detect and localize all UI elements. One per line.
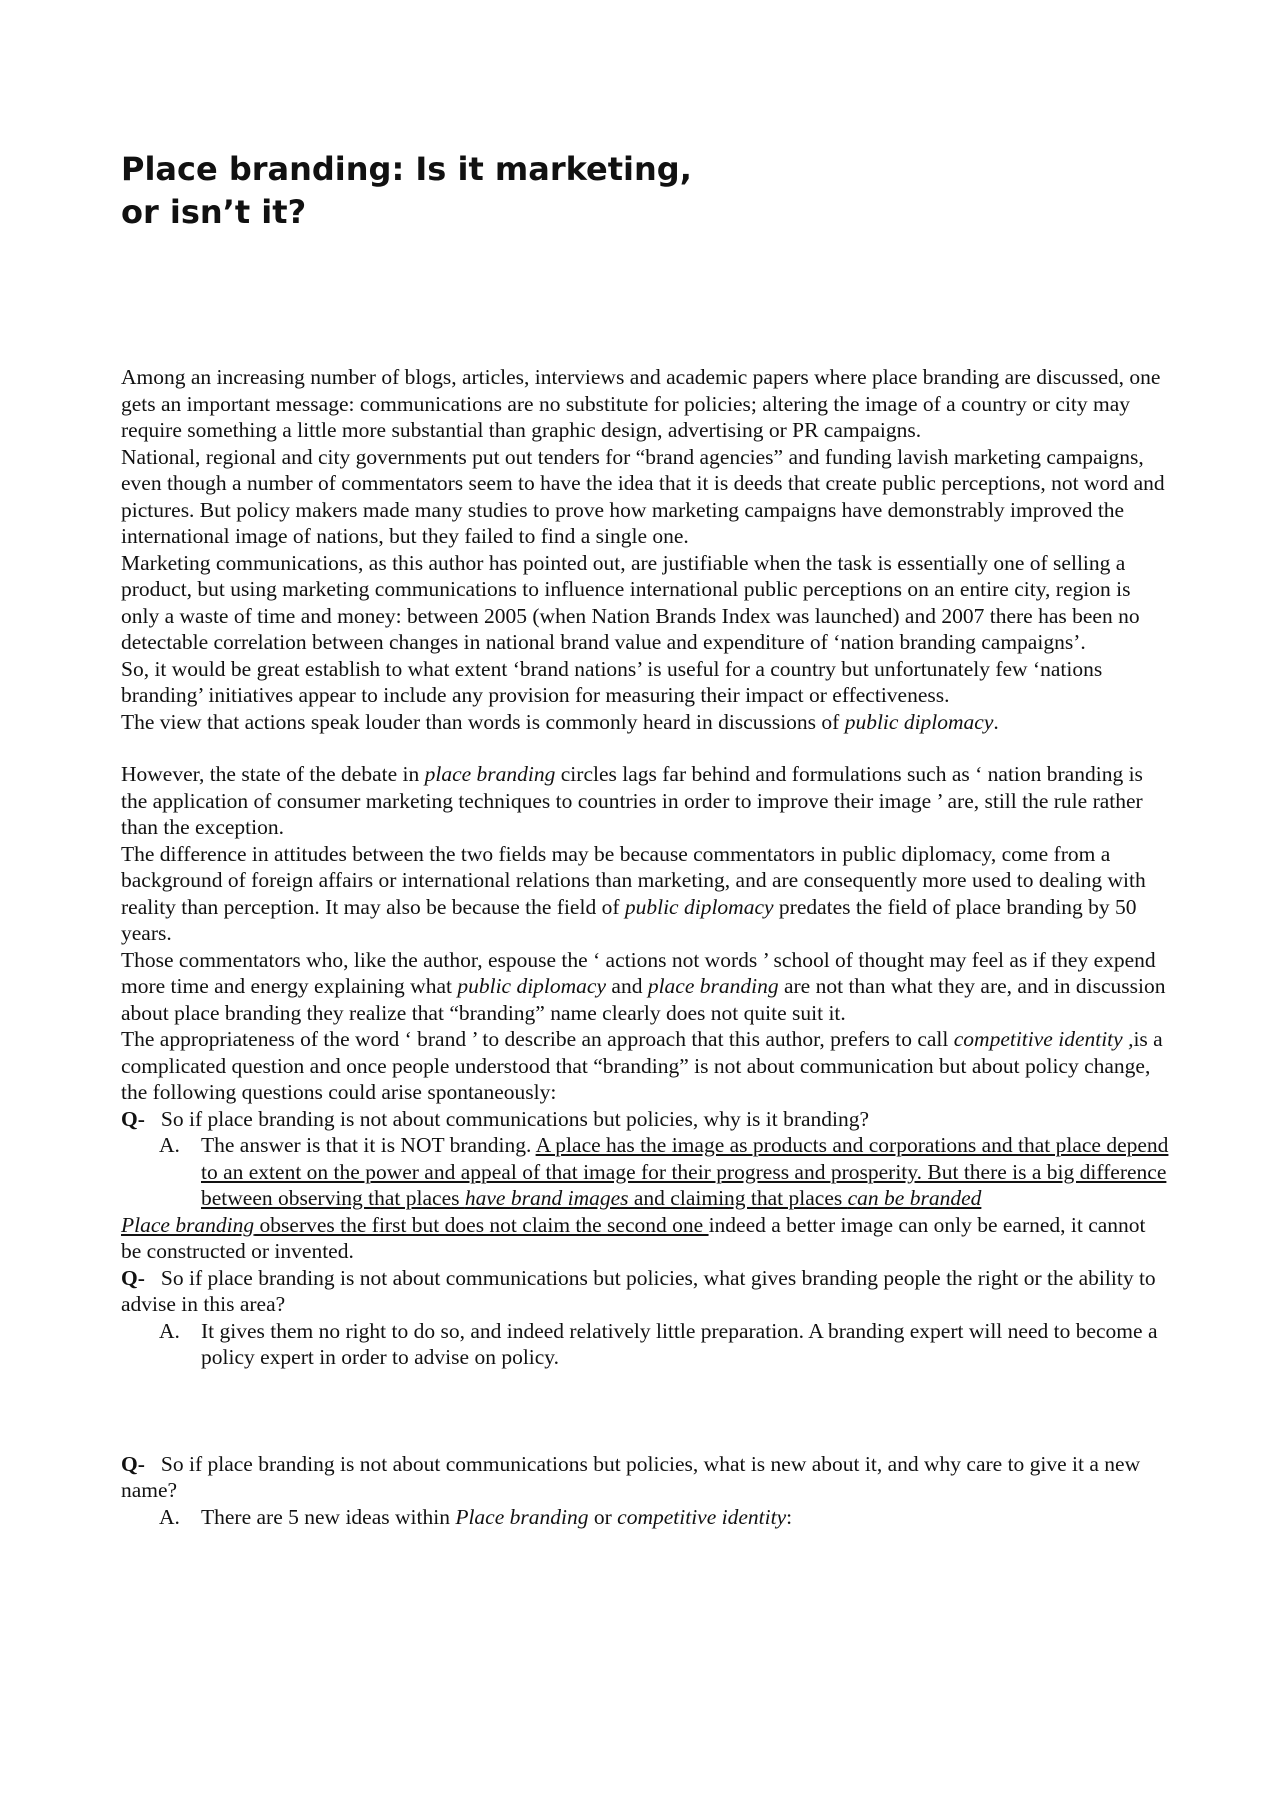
paragraph-1: Among an increasing number of blogs, articles, interviews and academic papers where place branding are discussed, one gets an important message: communications are no substitute for policies; altering the image of a country or city may require something a little more substantial than graphic design, advertising or PR campaigns.	[121, 365, 1161, 442]
text-run: or	[588, 1504, 618, 1529]
emphasis-public-diplomacy: public diplomacy	[457, 974, 607, 998]
question-1	[121, 1106, 1171, 1133]
emphasis-competitive-identity: competitive identity	[617, 1504, 787, 1529]
blank-lines	[121, 1371, 1171, 1451]
text-run: :	[786, 1504, 793, 1529]
title-line-1: Place branding: Is it marketing,	[121, 150, 692, 188]
text-run: are not than what they are, and in discussion about place branding they realize that “branding” name clearly does not quite suit it.	[121, 974, 1166, 1025]
emphasis-place-branding: place branding	[424, 762, 556, 786]
answer-text	[201, 1504, 1171, 1531]
text-run: ,	[1122, 1027, 1134, 1051]
question-2	[121, 1265, 1171, 1318]
emphasis-public-diplomacy: public diplomacy	[844, 709, 994, 734]
text-run: .	[993, 709, 999, 734]
paragraph-3: Marketing communications, as this author has pointed out, are justifiable when the task is essentially one of selling a product, but using marketing communications to influence international public perceptions on an entire city, region is only a waste of time and money: between 2005 (when Nation Brands Index was launched) and 2007 there has been no detectable correlation between changes in national brand value and expenditure of ‘nation branding campaigns’.	[121, 550, 1140, 654]
text-run: indeed a better image can only be earned, it cannot be constructed or invented.	[121, 1212, 1146, 1263]
question-3	[121, 1451, 1171, 1504]
emphasis-competitive-identity: competitive identity	[953, 1027, 1123, 1051]
answer-2	[121, 1318, 1171, 1371]
text-run: predates the field of place branding by 50 years.	[121, 894, 1137, 945]
text-run: However, the state of the debate in	[121, 762, 425, 786]
paragraph-7	[121, 841, 1171, 947]
answer-label: A.	[159, 1504, 180, 1529]
answer-text	[201, 1132, 1171, 1212]
answer-3	[121, 1504, 1171, 1531]
underlined-emphasis: Place branding	[121, 1212, 255, 1237]
emphasis-place-branding: Place branding	[455, 1504, 589, 1529]
text-run: The difference in attitudes between the two fields may be because commentators in public diplomacy, come from a background of foreign affairs or international relations than marketing, and are consequently more used to dealing with reality than perception. It may also be because the field of	[121, 841, 1146, 919]
underlined-text: observes the first but does not claim the second one	[254, 1212, 709, 1237]
answer-text: It gives them no right to do so, and indeed relatively little preparation. A branding expert will need to become a policy expert in order to advise on policy.	[201, 1318, 1158, 1369]
paragraph-2: National, regional and city governments put out tenders for “brand agencies” and funding lavish marketing campaigns, even though a number of commentators seem to have the idea that it is deeds that create public perceptions, not word and pictures. But policy makers made many studies to prove how marketing campaigns have demonstrably improved the international image of nations, but they failed to find a single one.	[121, 444, 1165, 548]
document-title	[121, 148, 821, 234]
answer-1-continuation	[121, 1212, 1171, 1265]
emphasis-public-diplomacy: public diplomacy	[624, 894, 774, 919]
text-run: The answer is that it is NOT branding.	[201, 1133, 536, 1157]
underlined-emphasis: can be branded	[847, 1186, 982, 1210]
paragraph-9	[121, 1026, 1171, 1106]
paragraph-6	[121, 761, 1171, 841]
answer-label: A.	[159, 1318, 180, 1343]
text-run: circles lags far behind and formulations such as ‘ nation branding is the application of consumer marketing techniques to countries in order to improve their image ’ are, still the rule rather than the exception.	[121, 762, 1143, 839]
text-run: Those commentators who, like the author, espouse the ‘ actions not words ’ school of thought may feel as if they expend more time and energy explaining what	[121, 947, 1156, 998]
text-run: There are 5 new ideas within	[201, 1504, 456, 1529]
text-run: The view that actions speak louder than words is commonly heard in discussions of	[121, 709, 845, 734]
text-run: is a complicated question and once people understood that “branding” is not about communication but about policy change, the following questions could arise spontaneously:	[121, 1027, 1163, 1104]
blank-line	[121, 735, 1171, 761]
underlined-text: A place has the image as products and corporations and that place depend to an extent on the power and appeal of that image for their progress and prosperity. But there is a big difference between observing that places	[201, 1133, 1169, 1210]
emphasis-place-branding: place branding	[647, 974, 779, 998]
question-text: So if place branding is not about communications but policies, what is new about it, and why care to give it a new name?	[121, 1451, 1141, 1502]
paragraph-4: So, it would be great establish to what extent ‘brand nations’ is useful for a country but unfortunately few ‘nations branding’ initiatives appear to include any provision for measuring their impact or effectiveness.	[121, 656, 1103, 707]
question-text: So if place branding is not about communications but policies, what gives branding people the right or the ability to advise in this area?	[121, 1265, 1156, 1316]
question-label: Q-	[121, 1451, 145, 1476]
question-label: Q-	[121, 1265, 145, 1290]
answer-1	[121, 1132, 1171, 1212]
paragraph-5	[121, 709, 1171, 736]
underlined-text: and claiming that places	[628, 1186, 848, 1210]
title-line-2: or isn’t it?	[121, 193, 307, 231]
question-text: So if place branding is not about communications but policies, why is it branding?	[160, 1106, 870, 1131]
document-body	[121, 364, 1171, 1530]
underlined-emphasis: have brand images	[464, 1186, 629, 1210]
text-run: and	[606, 974, 648, 998]
text-run: The appropriateness of the word ‘ brand ’ to describe an approach that this author, prefers to call	[121, 1027, 954, 1051]
answer-label: A.	[159, 1133, 180, 1157]
paragraph-8	[121, 947, 1171, 1027]
question-label: Q-	[121, 1106, 145, 1131]
